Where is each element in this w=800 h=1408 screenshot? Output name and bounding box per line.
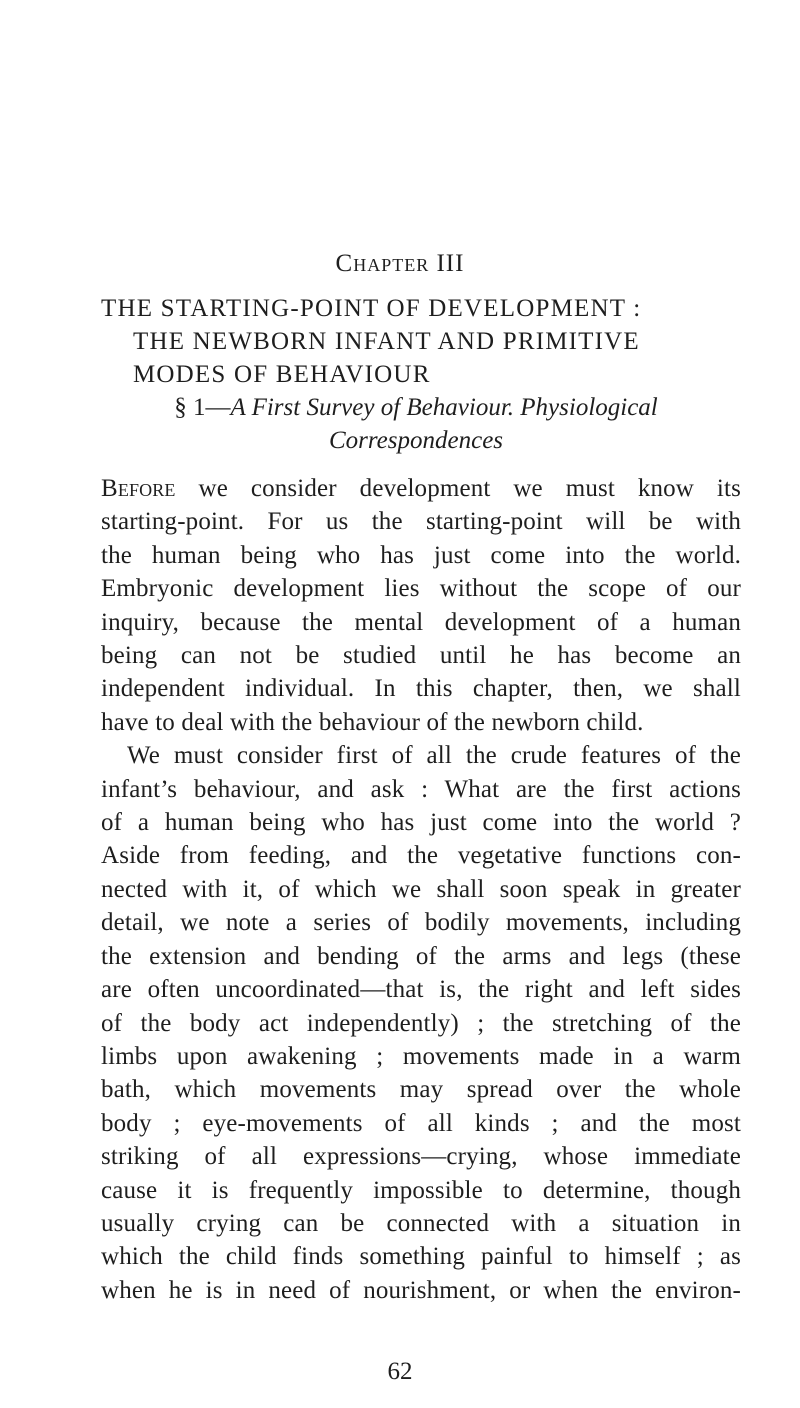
paragraph-1-line: Before we consider development we must know its	[101, 475, 741, 502]
paragraph-2-line: infant’s behaviour, and ask : What are the first actions	[101, 775, 741, 803]
paragraph-2-line: detail, we note a series of bodily movements, including	[101, 909, 741, 937]
section-title-part-1: A First Survey of Behaviour. Physiological	[230, 394, 658, 421]
paragraph-1-line: independent individual. In this chapter, then, we shall	[101, 675, 741, 703]
paragraph-1-line: starting-point. For us the starting-point will be with	[101, 508, 741, 536]
section-title-part-2: Correspondences	[328, 427, 504, 454]
section-number: § 1—	[174, 394, 231, 421]
paragraph-2-line: limbs upon awakening ; movements made in a warm	[101, 1042, 741, 1070]
paragraph-2-line: We must consider first of all the crude features of the	[127, 742, 741, 770]
paragraph-1-line: being can not be studied until he has become an	[101, 642, 741, 670]
paragraph-lead-word: Before	[101, 475, 176, 502]
paragraph-2-line: which the child finds something painful to himself ; as	[101, 1243, 741, 1271]
paragraph-2-line: cause it is frequently impossible to determine, though	[101, 1176, 741, 1204]
paragraph-1-line: have to deal with the behaviour of the newborn child.	[101, 708, 644, 736]
page-number: 62	[387, 1358, 413, 1385]
paragraph-1-line: Embryonic development lies without the scope of our	[101, 575, 741, 603]
paragraph-1-line: the human being who has just come into the world.	[101, 541, 741, 569]
paragraph-2-line: body ; eye-movements of all kinds ; and the most	[101, 1109, 741, 1137]
paragraph-2-line: of a human being who has just come into the world ?	[101, 809, 741, 837]
paragraph-2-line: nected with it, of which we shall soon speak in greater	[101, 875, 741, 903]
paragraph-2-line: usually crying can be connected with a situation in	[101, 1209, 741, 1237]
chapter-title-line-3: MODES OF BEHAVIOUR	[133, 361, 431, 388]
section-heading	[101, 391, 731, 457]
chapter-title	[101, 292, 741, 391]
paragraph-2-line: Aside from feeding, and the vegetative functions con-	[101, 842, 741, 870]
paragraph-2-line: when he is in need of nourishment, or when the environ-	[101, 1276, 741, 1304]
section-heading-line-1	[101, 391, 731, 424]
paragraph-2-line: the extension and bending of the arms and legs (these	[101, 942, 741, 970]
paragraph-1-line: inquiry, because the mental development of a human	[101, 608, 741, 636]
paragraph-2-line: striking of all expressions—crying, whose immediate	[101, 1143, 741, 1171]
paragraph-2-line: of the body act independently) ; the stretching of the	[101, 1009, 741, 1037]
paragraph-2-line: bath, which movements may spread over the whole	[101, 1076, 741, 1104]
section-heading-line-2	[101, 424, 731, 457]
paragraph-2-line: are often uncoordinated—that is, the right and left sides	[101, 976, 741, 1004]
chapter-title-line-1: THE STARTING-POINT OF DEVELOPMENT :	[101, 295, 642, 322]
chapter-title-line-2: THE NEWBORN INFANT AND PRIMITIVE	[133, 328, 640, 355]
chapter-label: Chapter III	[335, 250, 465, 277]
body-text	[101, 472, 741, 1307]
